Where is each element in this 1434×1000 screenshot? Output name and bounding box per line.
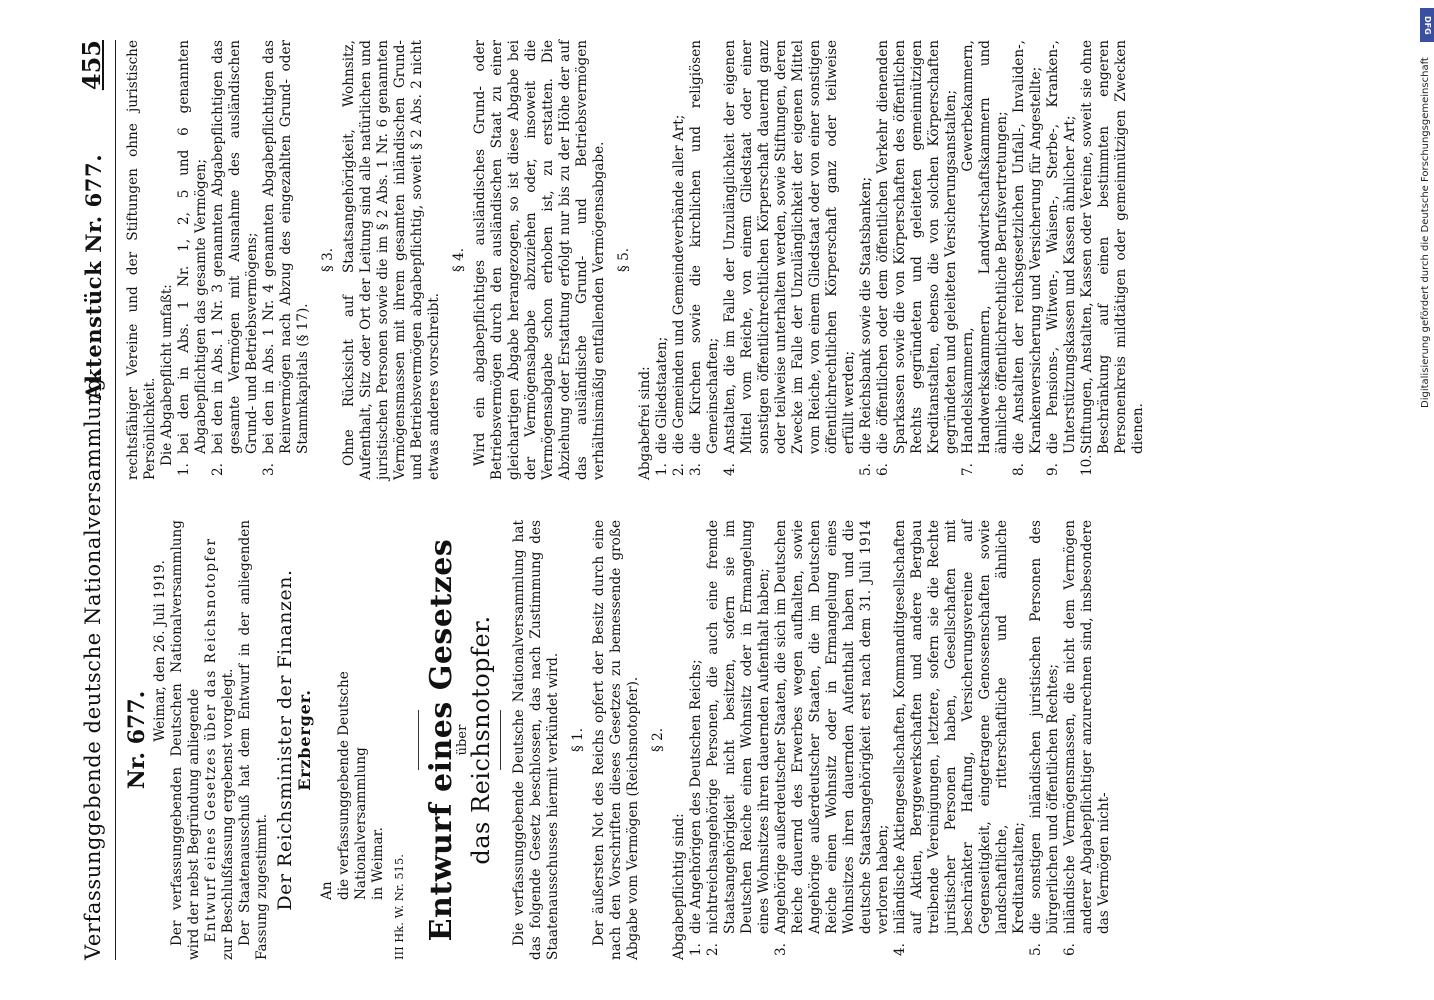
digitization-credit: Digitalisierung gefördert durch die Deutsche Forschungsgemeinschaft (1420, 57, 1431, 408)
separator-line (500, 710, 501, 770)
list-item: 5. die Reichsbank sowie die Staatsbanken; (858, 176, 874, 476)
list-item: 2. nichtreichsangehörige Personen, die auch eine fremde Staatsangehörigkeit nicht besitzen, sofern sie im Deutschen Reiche einen Wohnsitz oder in Ermangelung eines Wohnsitzes ihren dauernden Aufenthalt haben; (705, 520, 772, 956)
bill-heading-subject: das Reichsnotopfer. (467, 615, 495, 865)
digitization-sidebar (1420, 8, 1434, 988)
list-item: 5. die sonstigen inländischen juristischen Personen des bürgerlichen und öffentlichen Rechtes; (1028, 520, 1061, 956)
section-3-text: Ohne Rücksicht auf Staatsangehörigkeit, Wohnsitz, Aufenthalt, Sitz oder Ort der Leitung sind alle natürlichen und juristischen Personen sowie die im § 2 Abs. 1 Nr. 6 genannten Vermögensmassen mit ihrem gesamten inländischen Grund- und Betriebsvermögen abgabepflichtig, soweit § 2 Abs. 2 nicht etwas anderes vorschreibt. (341, 40, 442, 480)
page-header (75, 40, 116, 960)
separator-line (418, 710, 419, 770)
address-line-1: die verfassunggebende Deutsche (336, 671, 352, 900)
place-date: Weimar, den 26. Juli 1919. (152, 560, 168, 742)
header-doc-ref: Aktenstück Nr. 677. (81, 153, 106, 400)
list-item: 6. inländische Vermögensmassen, die nicht dem Vermögen anderer Abgabepflichtiger anzurechnen sind, insbesondere das Vermögen nicht- (1062, 520, 1112, 956)
list-item: 2. bei den in Abs. 1 Nr. 3 genannten Abgabepflichtigen das gesamte Vermögen mit Ausnahme des ausländischen Grund- und Betriebsvermögens; (210, 40, 260, 476)
intro-submission: zur Beschlußfassung ergebenst vorgelegt. (220, 668, 236, 960)
address-line-2: Nationalversammlung (353, 747, 369, 900)
list-item: 4. Anstalten, die im Falle der Unzulänglichkeit der eigenen Mittel vom Reiche, von einem Gliedstaat oder einer sonstigen öffentlichrechtlichen Körperschaft dauernd ganz oder teilweise unterhalten werden, sowie Stiftungen, deren Zwecke im Falle der Unzulänglichkeit der eigenen Mittel vom Reiche, von einem Gliedstaat oder von einer sonstigen öffentlichrechtlichen Körperschaft ganz oder teilweise erfüllt werden; (722, 40, 857, 476)
bill-heading: Entwurf eines Gesetzes (424, 538, 459, 942)
left-column (125, 520, 1113, 960)
page-number: 455 (77, 40, 106, 91)
list-item: 9. die Pensions-, Witwen-, Waisen-, Sterbe-, Kranken-, Unterstützungskassen und Kassen ähnlicher Art; (1045, 40, 1078, 476)
scope-list (176, 40, 312, 480)
intro-paragraph: Der verfassunggebenden Deutschen Nationalversammlung wird der nebst Begründung anliegende (169, 520, 202, 960)
intro-bill-title: Entwurf eines Gesetzes über das Reichsnotopfer (203, 537, 219, 943)
section-4-heading: § 4. (451, 247, 467, 273)
header-title: Verfassunggebende deutsche Nationalversammlung. (81, 370, 105, 960)
list-item: 8. die Anstalten der reichsgesetzlichen Unfall-, Invaliden-, Krankenversicherung und Versicherung für Angestellte; (1011, 40, 1044, 476)
section-1-text: Der äußersten Not des Reichs opfert der Besitz durch eine nach den Vorschriften dieses Gesetzes zu bemessende große Abgabe vom Vermögen (Reichsnotopfer). (591, 520, 641, 960)
section-4-text: Wird ein abgabepflichtiges ausländisches Grund- oder Betriebsvermögen durch den ausländischen Staat zu einer gleichartigen Abgabe herangezogen, so ist diese Abgabe bei der Vermögensabgabe abzuziehen oder, insoweit die Vermögensabgabe schon erhoben ist, zu erstatten. Die Abziehung oder Erstattung erfolgt nur bis zu der Höhe der auf das ausländische Grund- und Betriebsvermögen verhältnismäßig entfallenden Vermögensabgabe. (472, 40, 607, 480)
intro-staatenausschuss: Der Staatenausschuß hat dem Entwurf in der anliegenden Fassung zugestimmt. (237, 520, 270, 960)
list-item: 6. die öffentlichen oder dem öffentlichen Verkehr dienenden Sparkassen sowie die von Körperschaften des öffentlichen Rechts gegründeten und geleiteten gemeinnützigen Kreditanstalten, ebenso die von solchen Körperschaften gegründeten und geleiteten Versicherungsanstalten; (875, 40, 959, 476)
list-item: 1. bei den in Abs. 1 Nr. 1, 2, 5 und 6 genannten Abgabepflichtigen das gesamte Vermögen; (176, 40, 209, 476)
list-item: 1. die Angehörigen des Deutschen Reichs; (688, 659, 704, 956)
section-5-intro: Abgabefrei sind: (637, 366, 653, 480)
section-5-heading: § 5. (616, 247, 632, 273)
continuation-text: rechtsfähiger Vereine und der Stiftungen ohne juristische Persönlichkeit. (125, 40, 158, 480)
scope-intro: Die Abgabepflicht umfaßt: (159, 284, 175, 466)
minister-title: Der Reichsminister der Finanzen. (274, 569, 296, 911)
rotated-document-page (75, 40, 1385, 960)
list-item: 1. die Gliedstaaten; (654, 336, 670, 476)
dfg-logo: DFG (1420, 8, 1434, 42)
section-3-heading: § 3. (320, 247, 336, 273)
section-5-list (654, 40, 1147, 480)
reference-number: III Hk. W. Nr. 515. (392, 854, 406, 960)
bill-heading-ueber: über (455, 724, 470, 756)
list-item: 10. Stiftungen, Anstalten, Kassen oder Vereine, soweit sie ohne Beschränkung auf einen bestimmten engeren Personenkreis mildtätigen oder gemeinnützigen Zwecken dienen. (1079, 40, 1146, 476)
list-item: 7. Handelskammern, Gewerbekammern, Handwerkskammern, Landwirtschaftskammern und ähnliche öffentlichrechtliche Berufsvertretungen; (960, 40, 1010, 476)
section-2-list (688, 520, 1113, 960)
section-1-heading: § 1. (570, 727, 586, 753)
right-column (125, 40, 1147, 480)
signer-name: Erzberger. (295, 689, 314, 791)
list-item: 3. Angehörige außerdeutscher Staaten, die sich im Deutschen Reiche dauernd des Erwerbes wegen aufhalten, sowie Angehörige außerdeutscher Staaten, die im Deutschen Reiche einen Wohnsitz oder in Ermangelung eines Wohnsitzes ihren dauernden Aufenthalt haben und die deutsche Staatsangehörigkeit erst nach dem 31. Juli 1914 verloren haben; (773, 520, 891, 956)
list-item: 3. bei den in Abs. 1 Nr. 4 genannten Abgabepflichtigen das Reinvermögen nach Abzug des eingezahlten Grund- oder Stammkapitals (§ 17). (261, 40, 311, 476)
list-item: 4. inländische Aktiengesellschaften, Kommanditgesellschaften auf Aktien, Berggewerkschaften und andere Bergbau treibende Vereinigungen, letztere, sofern sie die Rechte juristischer Personen haben, Gesellschaften mit beschränkter Haftung, Versicherungsvereine auf Gegenseitigkeit, eingetragene Genossenschaften sowie landschaftliche, ritterschaftliche und ähnliche Kreditanstalten; (892, 520, 1027, 956)
address-an: An (319, 881, 335, 900)
section-2-intro: Abgabepflichtig sind: (671, 813, 687, 960)
document-number: Nr. 677. (124, 690, 150, 790)
section-2-heading: § 2. (650, 727, 666, 753)
list-item: 2. die Gemeinden und Gemeindeverbände aller Art; (671, 114, 687, 476)
list-item: 3. die Kirchen sowie die kirchlichen und religiösen Gemeinschaften; (688, 40, 721, 476)
preamble: Die verfassunggebende Deutsche Nationalversammlung hat das folgende Gesetz beschlossen, das nach Zustimmung des Staatenausschusses hiermit verkündet wird. (511, 520, 561, 960)
address-line-3: in Weimar. (370, 827, 386, 900)
